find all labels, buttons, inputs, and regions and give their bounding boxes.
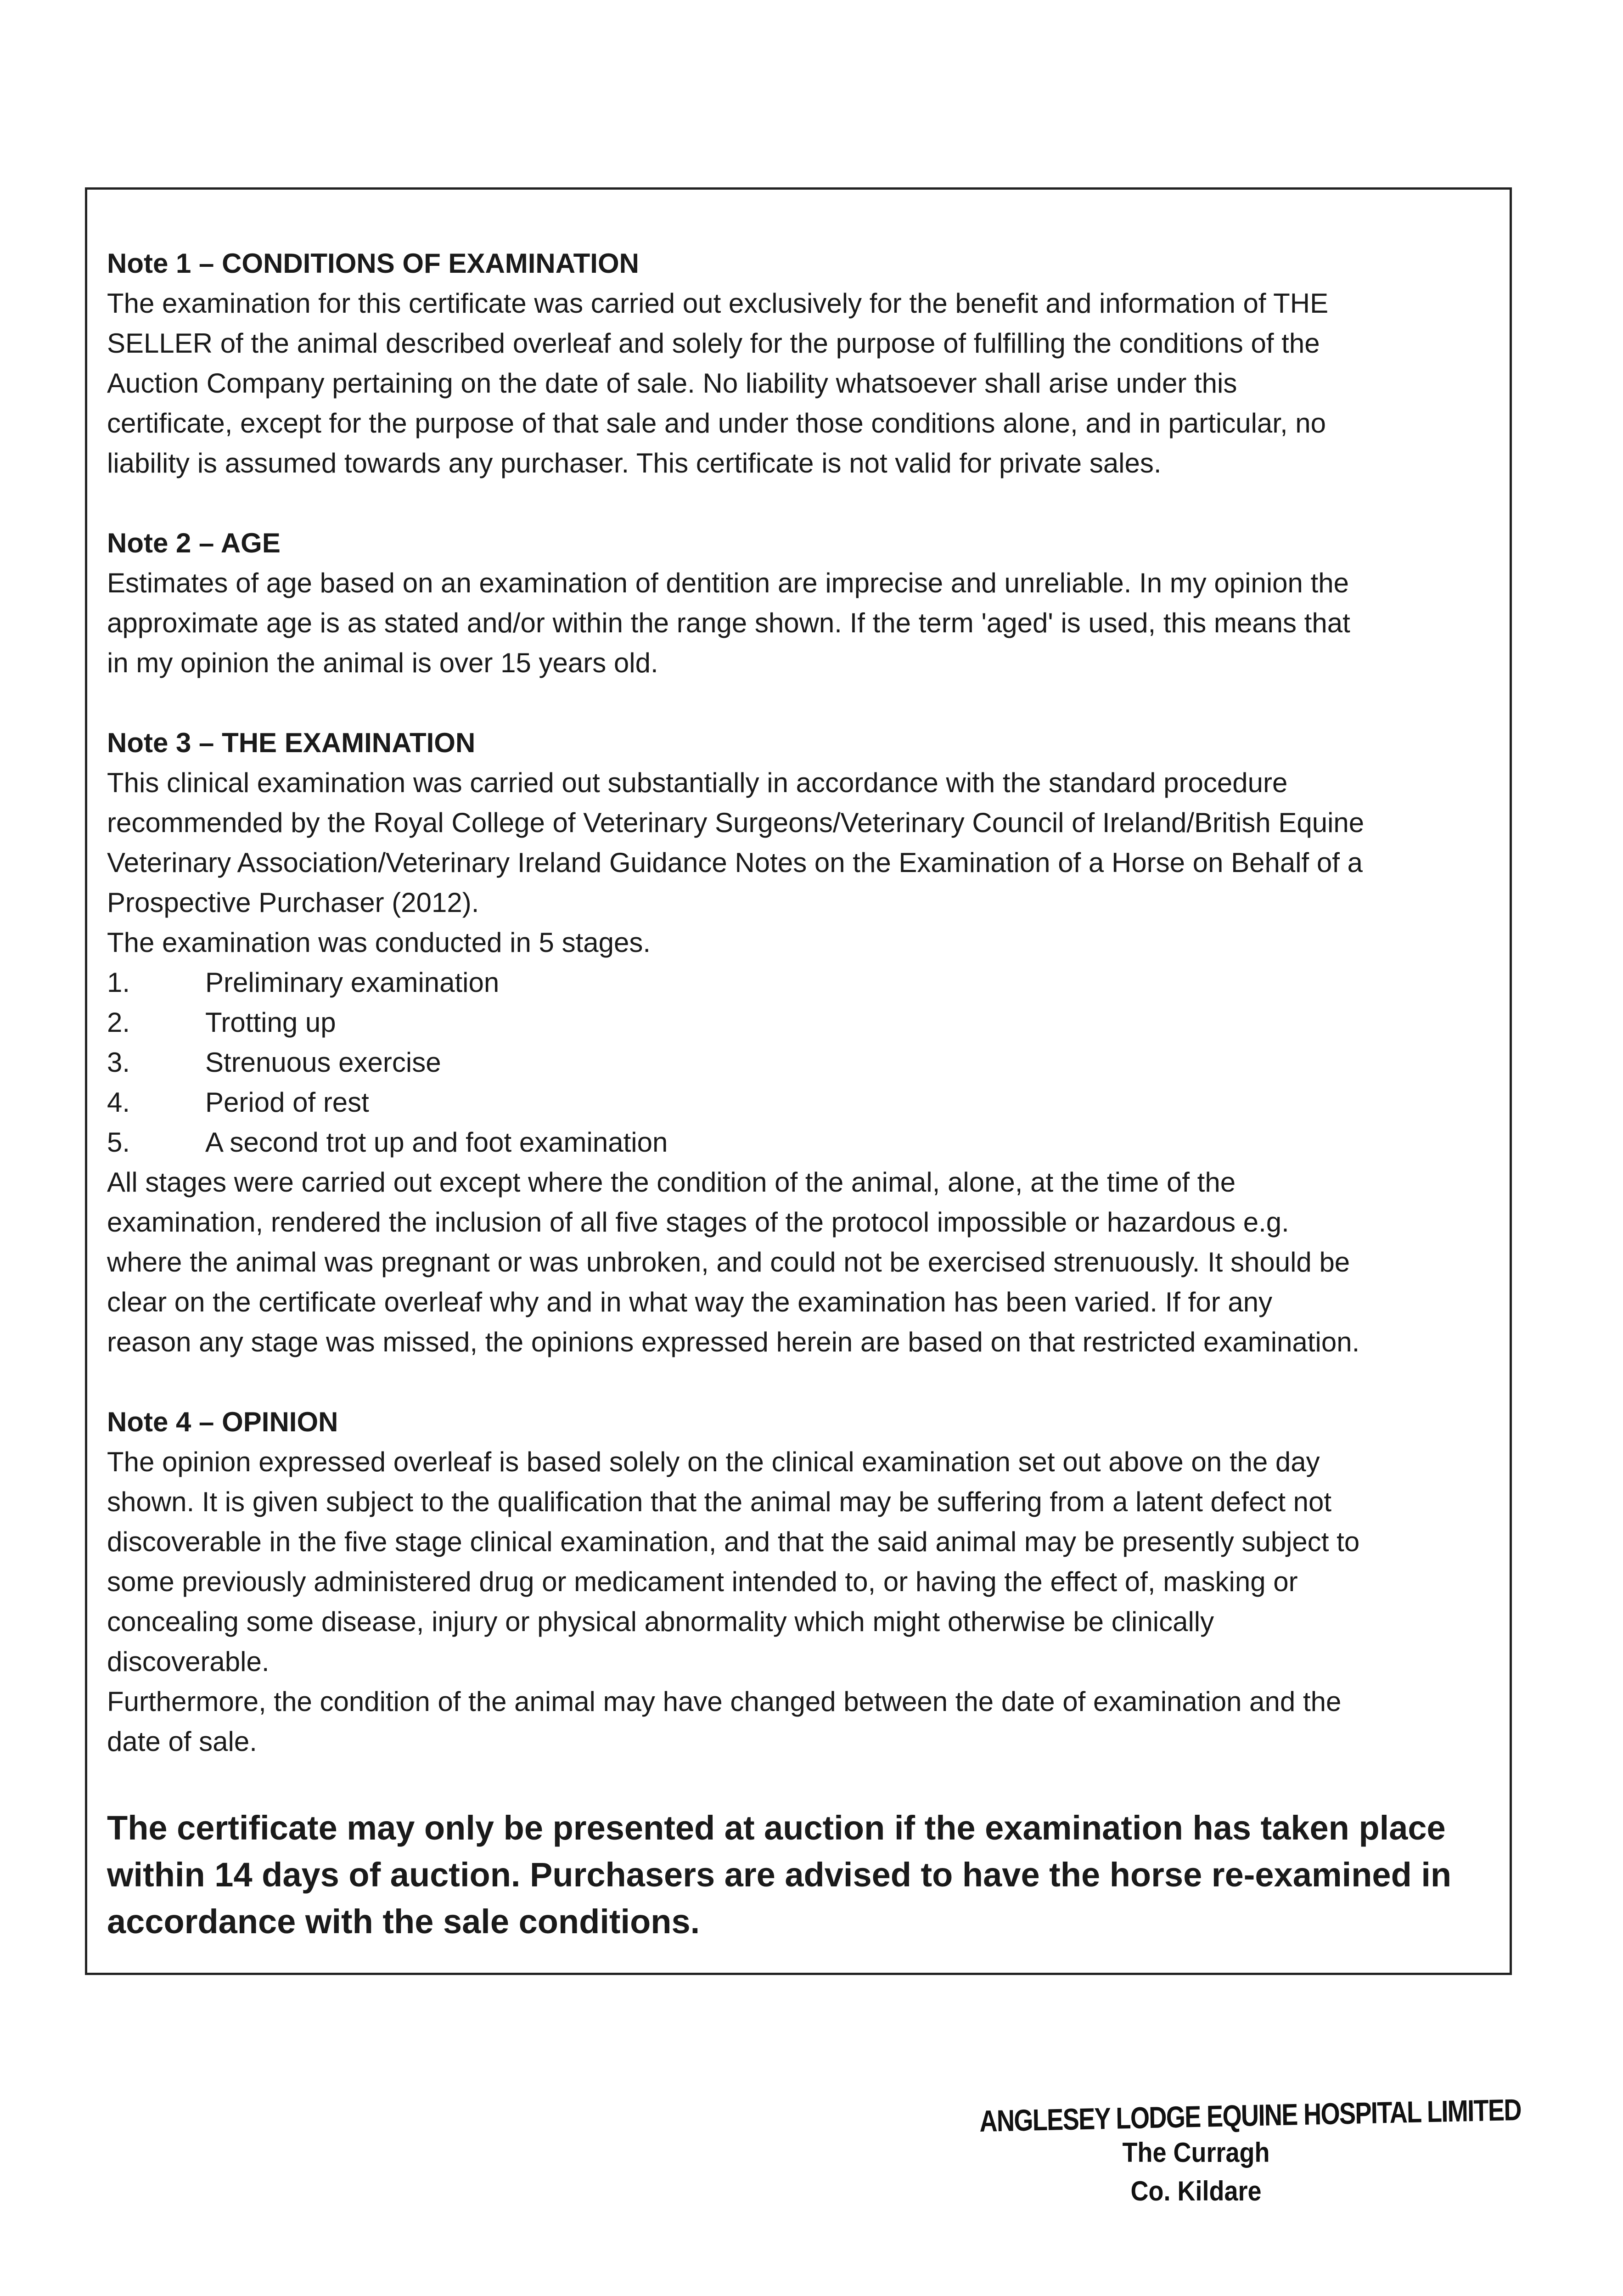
final-notice-line: The certificate may only be presented at auction if the examination has taken place <box>107 1809 1446 1847</box>
note-line: Auction Company pertaining on the date of sale. No liability whatsoever shall arise under this <box>107 368 1237 399</box>
note-line: recommended by the Royal College of Veterinary Surgeons/Veterinary Council of Ireland/British Equine <box>107 807 1365 838</box>
note-line: The examination was conducted in 5 stages. <box>107 927 651 958</box>
note-line: discoverable in the five stage clinical examination, and that the said animal may be presently subject to <box>107 1526 1360 1557</box>
note-line: The examination for this certificate was carried out exclusively for the benefit and information of THE <box>107 288 1329 319</box>
note-line: shown. It is given subject to the qualification that the animal may be suffering from a latent defect not <box>107 1486 1332 1517</box>
note-line: This clinical examination was carried out substantially in accordance with the standard procedure <box>107 767 1288 798</box>
note-heading: Note 4 – OPINION <box>107 1407 338 1437</box>
note-4 <box>107 1402 1503 1761</box>
stamp-address-line: The Curragh <box>1122 2137 1270 2168</box>
stage-text: Trotting up <box>205 1007 336 1038</box>
stage-number: 2. <box>107 1007 130 1038</box>
stage-text: Period of rest <box>205 1087 369 1118</box>
final-notice <box>107 1805 1503 1945</box>
note-line: Estimates of age based on an examination of dentition are imprecise and unreliable. In my opinion the <box>107 568 1349 598</box>
stage-text: A second trot up and foot examination <box>205 1127 668 1158</box>
stage-item <box>107 1082 1503 1122</box>
final-notice-line: within 14 days of auction. Purchasers are advised to have the horse re-examined in <box>107 1856 1452 1894</box>
notes-content <box>107 243 1503 1945</box>
note-line: clear on the certificate overleaf why and in what way the examination has been varied. If for any <box>107 1287 1273 1317</box>
stamp-address-line: Co. Kildare <box>1130 2176 1262 2206</box>
stage-item <box>107 1042 1503 1082</box>
note-line: The opinion expressed overleaf is based solely on the clinical examination set out above on the day <box>107 1446 1320 1477</box>
stage-number: 3. <box>107 1047 130 1078</box>
note-line: All stages were carried out except where the condition of the animal, alone, at the time of the <box>107 1167 1236 1198</box>
stage-item <box>107 1002 1503 1042</box>
stage-number: 1. <box>107 967 130 998</box>
note-line: Prospective Purchaser (2012). <box>107 887 479 918</box>
stage-text: Strenuous exercise <box>205 1047 441 1078</box>
note-line: discoverable. <box>107 1646 270 1677</box>
note-line: in my opinion the animal is over 15 years old. <box>107 647 658 678</box>
note-heading: Note 3 – THE EXAMINATION <box>107 727 476 758</box>
note-line: approximate age is as stated and/or within the range shown. If the term 'aged' is used, this means that <box>107 608 1350 638</box>
note-line: some previously administered drug or medicament intended to, or having the effect of, masking or <box>107 1566 1298 1597</box>
stamp-name: ANGLESEY LODGE EQUINE HOSPITAL LIMITED <box>979 2092 1522 2138</box>
stage-number: 5. <box>107 1127 130 1158</box>
note-heading: Note 2 – AGE <box>107 528 281 558</box>
note-line: SELLER of the animal described overleaf and solely for the purpose of fulfilling the conditions of the <box>107 328 1320 359</box>
note-1 <box>107 243 1503 483</box>
note-line: examination, rendered the inclusion of all five stages of the protocol impossible or hazardous e.g. <box>107 1207 1289 1238</box>
note-line: concealing some disease, injury or physical abnormality which might otherwise be clinically <box>107 1606 1214 1637</box>
note-heading: Note 1 – CONDITIONS OF EXAMINATION <box>107 248 639 279</box>
note-2 <box>107 523 1503 683</box>
note-3 <box>107 723 1503 1362</box>
stage-text: Preliminary examination <box>205 967 500 998</box>
note-line: liability is assumed towards any purchaser. This certificate is not valid for private sales. <box>107 448 1162 478</box>
final-notice-line: accordance with the sale conditions. <box>107 1902 700 1941</box>
note-line: date of sale. <box>107 1726 257 1757</box>
note-line: Veterinary Association/Veterinary Ireland Guidance Notes on the Examination of a Horse on Behalf of a <box>107 847 1363 878</box>
note-line: reason any stage was missed, the opinions expressed herein are based on that restricted examination. <box>107 1327 1360 1357</box>
note-line: certificate, except for the purpose of that sale and under those conditions alone, and in particular, no <box>107 408 1326 439</box>
stage-number: 4. <box>107 1087 130 1118</box>
stage-item <box>107 962 1503 1002</box>
note-line: where the animal was pregnant or was unbroken, and could not be exercised strenuously. It should be <box>107 1247 1350 1277</box>
stage-item <box>107 1122 1503 1162</box>
note-line: Furthermore, the condition of the animal may have changed between the date of examination and the <box>107 1686 1342 1717</box>
hospital-stamp <box>955 2092 1522 2211</box>
